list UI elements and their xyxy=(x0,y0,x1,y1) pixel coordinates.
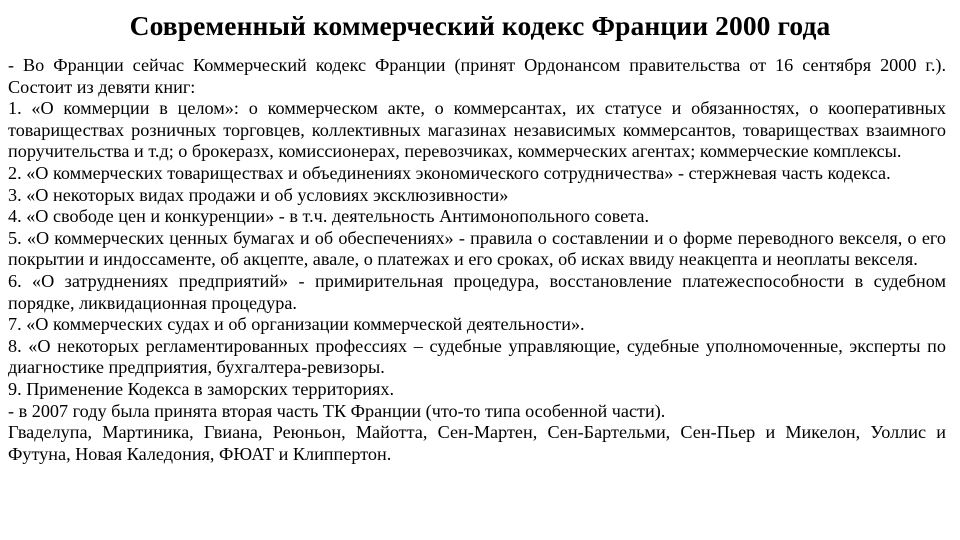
slide-body xyxy=(8,55,946,465)
book-2-paragraph: 2. «О коммерческих товариществах и объединениях экономического сотрудничества» - стержневая часть кодекса. xyxy=(8,162,891,183)
book-4-paragraph: 4. «О свободе цен и конкуренции» - в т.ч. деятельность Антимонопольного совета. xyxy=(8,206,650,227)
book-3-paragraph: 3. «О некоторых видах продажи и об условиях эксклюзивности» xyxy=(8,184,509,205)
intro-paragraph: - Во Франции сейчас Коммерческий кодекс Франции (принят Ордонансом правительства от 16 сентября 2000 г.). Состоит из девяти книг: xyxy=(8,55,946,97)
book-7-paragraph: 7. «О коммерческих судах и об организации коммерческой деятельности». xyxy=(8,314,585,335)
second-part-paragraph: - в 2007 году была принята вторая часть ТК Франции (что-то типа особенной части). xyxy=(8,400,666,421)
book-9-paragraph: 9. Применение Кодекса в заморских территориях. xyxy=(8,378,394,399)
territories-paragraph: Гваделупа, Мартиника, Гвиана, Реюньон, Майотта, Сен-Мартен, Сен-Бартельми, Сен-Пьер и Микелон, Уоллис и Футуна, Новая Каледония, ФЮАТ и Клиппертон. xyxy=(8,422,946,464)
slide-title: Современный коммерческий кодекс Франции 2000 года xyxy=(129,10,831,41)
book-8-paragraph: 8. «О некоторых регламентированных профессиях – судебные управляющие, судебные уполномоченные, эксперты по диагностике предприятия, бухгалтера-ревизоры. xyxy=(8,335,946,378)
book-6-paragraph: 6. «О затруднениях предприятий» - примирительная процедура, восстановление платежеспособности в судебном порядке, ликвидационная процедура. xyxy=(8,270,946,313)
book-5-paragraph: 5. «О коммерческих ценных бумагах и об обеспечениях» - правила о составлении и о форме переводного векселя, о его покрытии и индоссаменте, об акцепте, авале, о платежах и его сроках, об исках ввиду неакцепта и неоплаты векселя. xyxy=(8,227,946,270)
book-1-paragraph: 1. «О коммерции в целом»: о коммерческом акте, о коммерсантах, их статусе и обязанностях, о кооперативных товариществах розничных торговцев, коллективных магазинах независимых коммерсантов, товариществах взаимного поручительства и т.д; о брокеразх, комиссионерах, перевозчиках, коммерческих агентах; коммерческие комплексы. xyxy=(8,98,946,162)
